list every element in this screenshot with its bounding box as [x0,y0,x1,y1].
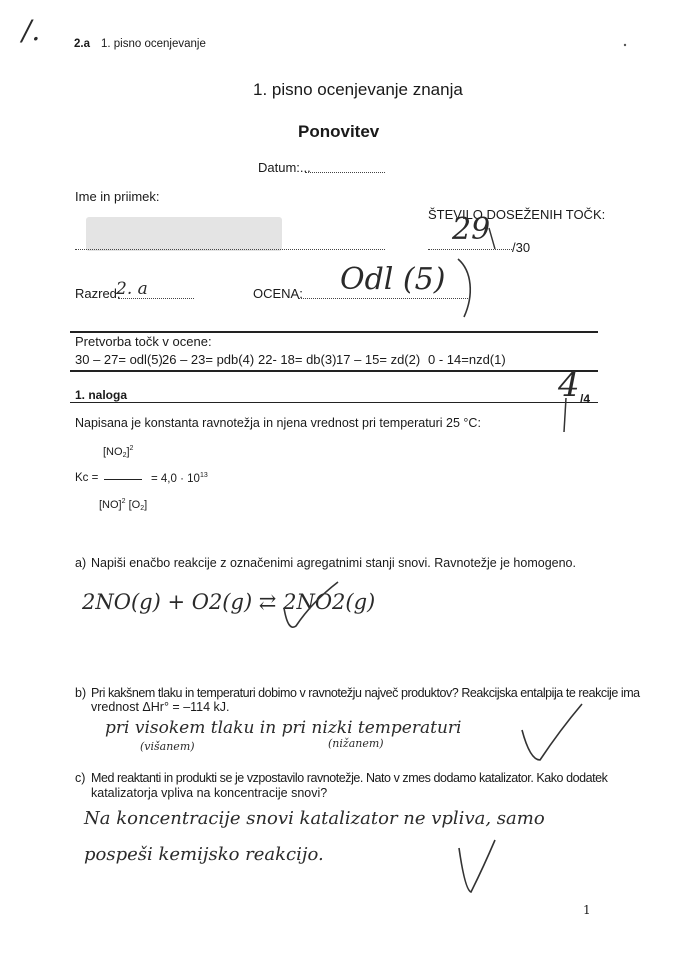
answer-b: pri visokem tlaku in pri nizki temperaturi [105,718,462,738]
answer-c-line2: pospeši kemijsko reakcijo. [84,844,324,865]
conversion-title: Pretvorba točk v ocene: [75,334,212,349]
question-a-text: Napiši enačbo reakcije z označenimi agregatnimi stanji snovi. Ravnotežje je homogeno. [91,556,576,570]
ocena-value: Odl (5) [340,262,446,297]
points-max: /30 [512,240,531,255]
ocena-bracket-mark [450,255,480,325]
task1-divider [70,402,598,403]
points-value: 29 [452,212,491,247]
divider-mid [70,370,598,372]
question-b-label: b) [75,686,87,700]
check-mark-a-icon [282,578,342,636]
datum-label: Datum:... [258,160,311,175]
task1-intro: Napisana je konstanta ravnotežja in njena vrednost pri temperaturi 25 °C: [75,416,481,430]
conversion-range-db: 22- 18= db(3) [258,352,337,367]
header-class-stamp: a [83,38,90,50]
question-c-label: c) [75,771,86,785]
conversion-range-odl: 30 – 27= odl(5) [75,352,163,367]
question-c-line2: katalizatorja vpliva na koncentracije snovi? [91,786,328,800]
conversion-range-zd: 17 – 15= zd(2) [336,352,421,367]
answer-b-note-2: (nižanem) [328,737,384,750]
points-tick-mark [485,225,505,255]
question-b-line1: Pri kakšnem tlaku in temperaturi dobimo v ravnotežju največ produktov? Reakcijska entalpija te reakcije ima [91,686,640,700]
task1-score: 4 [558,365,580,405]
page-title: 1. pisno ocenjevanje znanja [253,80,463,99]
scan-speck [622,42,628,48]
formula-rhs-text: = 4,0 [151,473,177,485]
points-label: ŠTEVILO DOSEŽENIH TOČK: [428,207,606,222]
page-subtitle: Ponovitev [298,122,380,141]
page-number: 1 [583,903,591,917]
formula-rhs: = $4,0 \cdot 10^{13}$ [151,472,208,485]
redacted-name [86,217,282,251]
question-c-line1: Med reaktanti in produkti se je vzpostavilo ravnotežje. Nato v zmes dodamo katalizator. Kako dodatek [91,771,608,785]
formula-denominator: [NO]$^2$ $[O_2]$ [99,498,148,512]
razred-line [118,298,194,299]
question-a-label: a) [75,556,87,570]
check-mark-b-icon [520,700,585,768]
razred-value: 2. a [116,279,148,299]
answer-b-note-1: (višanem) [140,740,195,753]
answer-a: 2NO(g) + O2(g) ⇄ 2NO2(g) [82,590,376,614]
check-mark-c-icon [455,838,500,896]
task1-score-stroke [560,396,572,436]
task1-title: 1. naloga [75,388,128,402]
razred-label: Razred: [75,286,121,301]
header-section-number [74,38,90,50]
formula-den-1: [NO] [99,499,122,511]
task1-max: /4 [580,392,591,406]
formula-power-base: 10 [187,473,200,485]
formula-den-2: [O [128,499,141,511]
datum-line [305,172,385,173]
formula-lhs: Kc = [75,472,99,484]
ocena-label: OCENA: [253,286,303,301]
formula-power-exp: 13 [199,472,208,479]
divider-top [70,331,598,333]
answer-c-line1: Na koncentracije snovi katalizator ne vpliva, samo [84,808,545,829]
name-label: Ime in priimek: [75,189,160,204]
conversion-range-nzd: 0 - 14=nzd(1) [428,352,506,367]
corner-slash-mark: /. [22,14,41,47]
conversion-range-pdb: 26 – 23= pdb(4) [162,352,255,367]
header-label: 1. pisno ocenjevanje [101,38,206,50]
ocena-line [298,298,468,299]
formula-fraction-bar [104,479,142,480]
formula-numerator: $[NO_2]^2$ [103,445,134,459]
question-b-line2: vrednost ΔHr° = –114 kJ. [91,700,230,714]
formula-numerator-text: [NO [103,446,123,458]
header-section: 2. [74,38,84,50]
name-line [75,249,385,250]
